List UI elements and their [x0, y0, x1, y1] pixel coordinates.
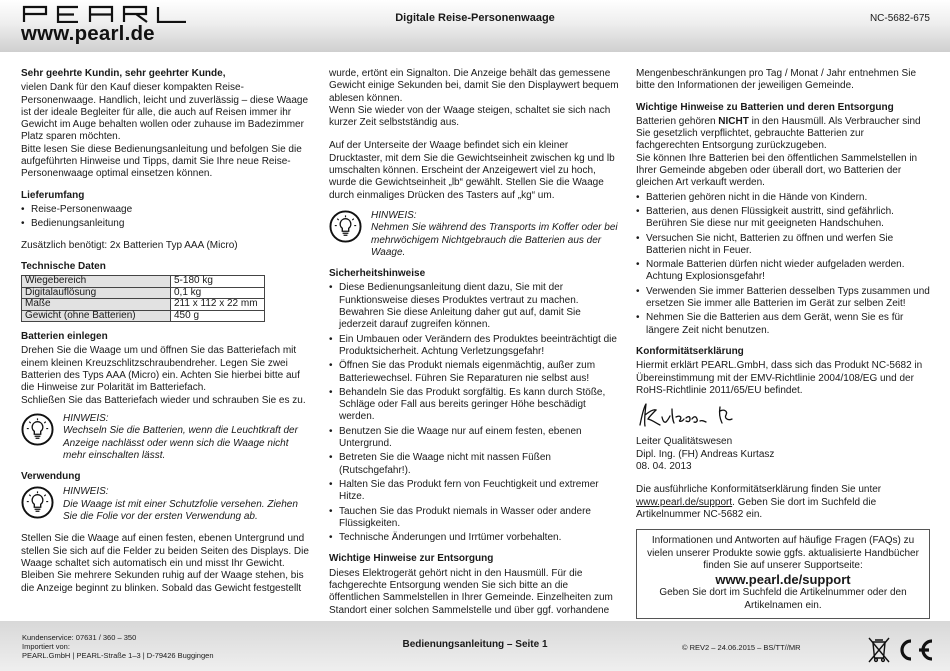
table-row: [22, 287, 265, 299]
disposal-continued: Mengenbeschränkungen pro Tag / Monat / Jahr entnehmen Sie bitte den Informationen der jeweiligen Gemeinde.: [636, 68, 916, 92]
list-item: • Normale Batterien dürfen nicht wieder aufgeladen werden. Achtung Explosionsgefahr!: [636, 259, 930, 284]
greeting: Sehr geehrte Kundin, sehr geehrter Kunde,: [21, 68, 226, 79]
list-item: • Nehmen Sie die Batterien aus dem Gerät, wenn Sie es für längere Zeit nicht benutzen.: [636, 312, 930, 337]
safety-heading: Sicherheitshinweise: [329, 268, 426, 280]
intro-paragraph: vielen Dank für den Kauf dieser kompakten Reise-Personenwaage. Handlich, leicht und zuverlässig – diese Waage ist der ideale Begleiter für alle, die auch auf Reisen immer ihr Gewicht im Auge behalten wollen oder zuhause im Badezimmer Platz sparen möchten.: [21, 82, 309, 143]
note-box: [21, 486, 313, 523]
battery-list: [636, 192, 930, 337]
page-number: Bedienungsanleitung – Seite 1: [402, 639, 548, 650]
text-span: Die ausführliche Konformitätserklärung finden Sie unter: [636, 484, 882, 496]
list-item: • Diese Bedienungsanleitung dient dazu, Sie mit der Funktionsweise dieses Produktes vertraut zu machen. Bewahren Sie diese Anleitung daher gut auf, damit Sie jederzeit darauf zugreifen können.: [329, 282, 621, 331]
list-item: • Batterien gehören nicht in die Hände von Kindern.: [636, 192, 930, 204]
intro-paragraph-2: Bitte lesen Sie diese Bedienungsanleitung und befolgen Sie die aufgeführten Hinweise und Tipps, damit Sie Ihre neue Reise-Personenwaage optimal einsetzen können.: [21, 143, 302, 180]
support-link[interactable]: www.pearl.de/support: [636, 496, 733, 508]
note-text: Nehmen Sie während des Transports im Koffer oder bei mehrwöchigem Nichtgebrauch die Batterien aus der Waage.: [371, 222, 618, 258]
tech-heading: Technische Daten: [21, 260, 106, 272]
customer-service: Kundenservice: 07631 / 360 – 350: [22, 633, 137, 642]
note-text: Wechseln Sie die Batterien, wenn die Leuchtkraft der Anzeige nachlässt oder wenn sich die Waage nicht mehr einschalten lässt.: [63, 425, 298, 461]
support-box: [636, 529, 930, 619]
signatory-name: Dipl. Ing. (FH) Andreas Kurtasz: [636, 448, 775, 460]
usage-continued-2: Wenn Sie wieder von der Waage steigen, schaltet sie sich nach kurzer Zeit selbstständig aus.: [329, 104, 611, 129]
lightbulb-icon: [329, 210, 362, 243]
battery-text: Drehen Sie die Waage um und öffnen Sie das Batteriefach mit einem kleinen Kreuzschlitzschraubendreher. Legen Sie zwei Batterien des Typs AAA (Micro) ein. Achten Sie hierbei bitte auf die Hinweise zur Polarität im Batteriefach.: [21, 345, 300, 394]
list-item: • Verwenden Sie immer Batterien desselben Typs zusammen und ersetzen Sie immer alle Batterien im Gerät zur selben Zeit!: [636, 286, 930, 311]
importer-address: PEARL.GmbH | PEARL-Straße 1–3 | D-79426 Buggingen: [22, 651, 214, 660]
lightbulb-icon: [21, 413, 54, 446]
list-item: • Betreten Sie die Waage nicht mit nassen Füßen (Rutschgefahr!).: [329, 452, 621, 477]
tech-table: [21, 275, 265, 322]
scope-list: [21, 204, 313, 231]
list-item: • Reise-Personenwaage: [21, 204, 313, 216]
list-item: • Tauchen Sie das Produkt niemals in Wasser oder andere Flüssigkeiten.: [329, 506, 621, 531]
table-cell: Maße: [22, 299, 171, 311]
additional-required: Zusätzlich benötigt: 2x Batterien Typ AAA (Micro): [21, 239, 238, 251]
conformity-heading: Konformitätserklärung: [636, 345, 744, 357]
importer-label: Importiert von:: [22, 642, 70, 651]
list-item: • Bedienungsanleitung: [21, 218, 313, 230]
table-cell: Gewicht (ohne Batterien): [22, 310, 171, 322]
revision-info: © REV2 – 24.06.2015 – BS/TT//MR: [682, 643, 801, 652]
unit-switch-text: Auf der Unterseite der Waage befindet sich ein kleiner Drucktaster, mit dem Sie die Gewichtseinheit zwischen kg und lb umschalten können. Erscheint der Anzeigewert viel zu hoch, wurde die Gewichtseinheit „lb“ gewählt. Stellen Sie die Waage durch einmaliges Drücken des Tasters auf „kg“ um.: [329, 140, 615, 201]
article-number: NC-5682-675: [869, 13, 930, 24]
page-header: [0, 0, 950, 52]
conformity-text: Hiermit erklärt PEARL.GmbH, dass sich das Produkt NC-5682 in Übereinstimmung mit der EMV-Richtlinie 2004/108/EG und der RoHS-Richtlinie 2011/65/EU befindet.: [636, 360, 923, 396]
battery-heading: Batterien einlegen: [21, 331, 108, 343]
disposal-heading: Wichtige Hinweise zur Entsorgung: [329, 553, 494, 565]
table-row: [22, 276, 265, 288]
text-span: in den Hausmüll. Als Verbraucher sind Sie gesetzlich verpflichtet, gebrauchte Batterien zur fachgerechten Entsorgung zurückzugeben.: [636, 115, 921, 152]
compliance-icons: [866, 635, 936, 665]
list-item: • Benutzen Sie die Waage nur auf einem festen, ebenen Untergrund.: [329, 426, 621, 451]
text-span: . Geben Sie dort im Suchfeld die Artikelnummer NC-5682 ein.: [636, 496, 877, 520]
table-cell: 211 x 112 x 22 mm: [171, 299, 265, 311]
note-text: Die Waage ist mit einer Schutzfolie versehen. Ziehen Sie die Folie vor der ersten Verwendung ab.: [63, 498, 298, 523]
list-item: • Halten Sie das Produkt fern von Feuchtigkeit und extremer Hitze.: [329, 479, 621, 504]
page-footer: [0, 621, 950, 671]
column-3: [636, 68, 930, 619]
safety-list: [329, 282, 621, 544]
emphasis: NICHT: [718, 115, 749, 127]
signatory-role: Leiter Qualitätswesen: [636, 436, 733, 448]
usage-continued: wurde, ertönt ein Signalton. Die Anzeige behält das gemessene Gewicht einige Sekunden bei, damit Sie den Displaywert bequem ablesen können.: [329, 68, 619, 104]
note-box: [329, 210, 621, 259]
note-box: [21, 413, 313, 462]
column-1: [21, 68, 313, 595]
usage-text: Stellen Sie die Waage auf einen festen, ebenen Untergrund und stellen Sie sich auf die Felder zu beiden Seiten des Displays. Die Waage schaltet sich automatisch ein und misst Ihr Gewicht. Bleiben Sie mehrere Sekunden ruhig auf der Waage stehen, bis die Anzeige beginnt zu blinken. Sobald das Gewicht festgestellt: [21, 533, 309, 594]
disposal-text: Dieses Elektrogerät gehört nicht in den Hausmüll. Für die fachgerechte Entsorgung wenden Sie sich bitte an die öffentlichen Sammelstellen in Ihrer Gemeinde. Einzelheiten zum Standort einer solchen Sammelstelle und über ggf. vorhandene: [329, 567, 613, 616]
battery-disposal-heading: Wichtige Hinweise zu Batterien und deren Entsorgung: [636, 101, 894, 113]
list-item: • Öffnen Sie das Produkt niemals eigenmächtig, außer zum Batteriewechsel. Führen Sie Reparaturen nie selbst aus!: [329, 360, 621, 385]
text-span: Batterien gehören: [636, 115, 719, 127]
support-url[interactable]: www.pearl.de/support: [715, 572, 851, 588]
table-cell: Digitalauflösung: [22, 287, 171, 299]
list-item: • Batterien, aus denen Flüssigkeit austritt, sind gefährlich. Berühren Sie diese nur mit geeigneten Handschuhen.: [636, 206, 930, 231]
usage-heading: Verwendung: [21, 471, 81, 483]
battery-disposal-text: [636, 116, 930, 153]
signature-image: [636, 401, 756, 429]
brand-url: www.pearl.de: [21, 22, 155, 45]
conformity-full-text: [636, 484, 930, 521]
note-title: HINWEIS:: [63, 486, 109, 498]
support-text: Informationen und Antworten auf häufige Fragen (FAQs) zu vielen unserer Produkte sowie ggfs. aktualisierte Handbücher finden Sie auf unserer Supportseite:: [647, 535, 919, 571]
scope-heading: Lieferumfang: [21, 189, 85, 201]
crossed-bin-icon: [869, 638, 889, 662]
ce-mark-icon: [902, 641, 932, 659]
table-row: [22, 310, 265, 322]
support-text-2: Geben Sie dort im Suchfeld die Artikelnummer oder den Artikelnamen ein.: [659, 587, 907, 611]
table-row: [22, 299, 265, 311]
signature-date: 08. 04. 2013: [636, 461, 692, 473]
note-title: HINWEIS:: [63, 412, 109, 424]
column-2: [329, 68, 621, 617]
table-cell: 0,1 kg: [171, 287, 265, 299]
table-cell: Wiegebereich: [22, 276, 171, 288]
table-cell: 5-180 kg: [171, 276, 265, 288]
document-title: Digitale Reise-Personenwaage: [395, 12, 555, 24]
list-item: • Ein Umbauen oder Verändern des Produktes beeinträchtigt die Produktsicherheit. Achtung Verletzungsgefahr!: [329, 334, 621, 359]
battery-disposal-text-2: Sie können Ihre Batterien bei den öffentlichen Sammelstellen in Ihrer Gemeinde abgeben oder überall dort, wo Batterien der gleichen Art verkauft werden.: [636, 152, 918, 189]
list-item: • Technische Änderungen und Irrtümer vorbehalten.: [329, 532, 621, 544]
note-title: HINWEIS:: [371, 209, 417, 221]
table-cell: 450 g: [171, 310, 265, 322]
battery-text-2: Schließen Sie das Batteriefach wieder und schrauben Sie es zu.: [21, 394, 306, 406]
list-item: • Behandeln Sie das Produkt sorgfältig. Es kann durch Stöße, Schläge oder Fall aus bereits geringer Höhe beschädigt werden.: [329, 387, 621, 424]
list-item: • Versuchen Sie nicht, Batterien zu öffnen und werfen Sie Batterien nicht in Feuer.: [636, 233, 930, 258]
lightbulb-icon: [21, 486, 54, 519]
